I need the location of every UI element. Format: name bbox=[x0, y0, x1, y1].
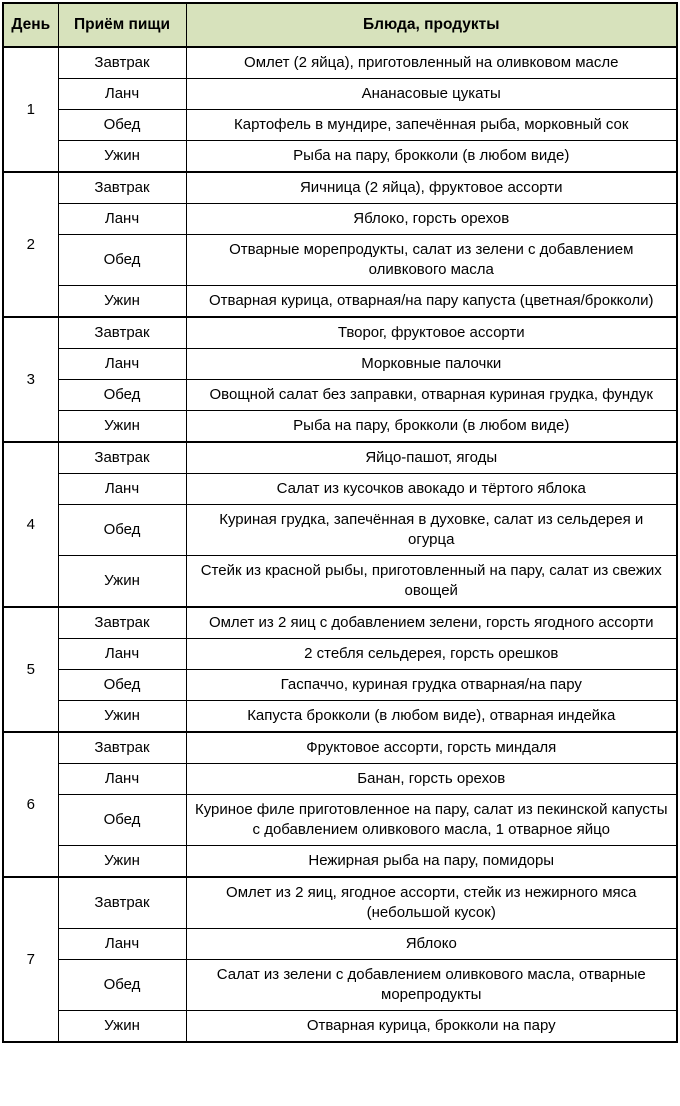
meal-dishes: Омлет из 2 яиц с добавлением зелени, горсть ягодного ассорти bbox=[186, 607, 677, 639]
meal-type: Ланч bbox=[58, 639, 186, 670]
day-group-6 bbox=[3, 732, 677, 877]
day-number: 6 bbox=[3, 732, 58, 877]
table-row bbox=[3, 877, 677, 929]
day-number: 5 bbox=[3, 607, 58, 732]
table-row bbox=[3, 960, 677, 1011]
table-row bbox=[3, 639, 677, 670]
table-row bbox=[3, 79, 677, 110]
meal-type: Обед bbox=[58, 110, 186, 141]
meal-dishes: Отварные морепродукты, салат из зелени с добавлением оливкового масла bbox=[186, 235, 677, 286]
table-row bbox=[3, 204, 677, 235]
table-row bbox=[3, 929, 677, 960]
meal-type: Завтрак bbox=[58, 47, 186, 79]
meal-dishes: Яйцо-пашот, ягоды bbox=[186, 442, 677, 474]
meal-type: Ужин bbox=[58, 411, 186, 443]
table-row bbox=[3, 607, 677, 639]
table-row bbox=[3, 701, 677, 733]
table-row bbox=[3, 505, 677, 556]
day-number: 4 bbox=[3, 442, 58, 607]
meal-type: Ужин bbox=[58, 141, 186, 173]
table-row bbox=[3, 846, 677, 878]
meal-dishes: Морковные палочки bbox=[186, 349, 677, 380]
meal-dishes: Рыба на пару, брокколи (в любом виде) bbox=[186, 411, 677, 443]
meal-dishes: Стейк из красной рыбы, приготовленный на пару, салат из свежих овощей bbox=[186, 556, 677, 608]
meal-type: Завтрак bbox=[58, 172, 186, 204]
table-row bbox=[3, 380, 677, 411]
day-group-1 bbox=[3, 47, 677, 172]
meal-type: Ужин bbox=[58, 286, 186, 318]
table-row bbox=[3, 556, 677, 608]
meal-type: Ужин bbox=[58, 701, 186, 733]
day-group-3 bbox=[3, 317, 677, 442]
day-number: 2 bbox=[3, 172, 58, 317]
meal-type: Ланч bbox=[58, 204, 186, 235]
meal-dishes: Фруктовое ассорти, горсть миндаля bbox=[186, 732, 677, 764]
meal-dishes: Овощной салат без заправки, отварная куриная грудка, фундук bbox=[186, 380, 677, 411]
table-row bbox=[3, 732, 677, 764]
meal-type: Обед bbox=[58, 795, 186, 846]
meal-type: Обед bbox=[58, 235, 186, 286]
col-header-dishes: Блюда, продукты bbox=[186, 3, 677, 47]
col-header-meal: Приём пищи bbox=[58, 3, 186, 47]
day-group-2 bbox=[3, 172, 677, 317]
meal-dishes: Яблоко, горсть орехов bbox=[186, 204, 677, 235]
meal-type: Ужин bbox=[58, 846, 186, 878]
meal-dishes: Творог, фруктовое ассорти bbox=[186, 317, 677, 349]
table-row bbox=[3, 349, 677, 380]
table-row bbox=[3, 172, 677, 204]
table-row bbox=[3, 235, 677, 286]
meal-type: Завтрак bbox=[58, 607, 186, 639]
meal-type: Обед bbox=[58, 505, 186, 556]
weekly-meal-plan-table bbox=[2, 2, 678, 1043]
meal-type: Ланч bbox=[58, 349, 186, 380]
table-header bbox=[3, 3, 677, 47]
meal-dishes: Яблоко bbox=[186, 929, 677, 960]
meal-dishes: Отварная курица, брокколи на пару bbox=[186, 1011, 677, 1043]
day-number: 3 bbox=[3, 317, 58, 442]
table-row bbox=[3, 110, 677, 141]
meal-type: Обед bbox=[58, 960, 186, 1011]
meal-dishes: Куриное филе приготовленное на пару, салат из пекинской капусты с добавлением оливкового масла, 1 отварное яйцо bbox=[186, 795, 677, 846]
meal-type: Ланч bbox=[58, 764, 186, 795]
meal-dishes: Яичница (2 яйца), фруктовое ассорти bbox=[186, 172, 677, 204]
table-row bbox=[3, 1011, 677, 1043]
meal-type: Обед bbox=[58, 380, 186, 411]
table-row bbox=[3, 141, 677, 173]
table-row bbox=[3, 317, 677, 349]
meal-dishes: 2 стебля сельдерея, горсть орешков bbox=[186, 639, 677, 670]
meal-dishes: Куриная грудка, запечённая в духовке, салат из сельдерея и огурца bbox=[186, 505, 677, 556]
meal-type: Ланч bbox=[58, 929, 186, 960]
meal-type: Ланч bbox=[58, 474, 186, 505]
meal-dishes: Ананасовые цукаты bbox=[186, 79, 677, 110]
meal-type: Ужин bbox=[58, 556, 186, 608]
day-group-4 bbox=[3, 442, 677, 607]
meal-dishes: Отварная курица, отварная/на пару капуста (цветная/брокколи) bbox=[186, 286, 677, 318]
table-row bbox=[3, 442, 677, 474]
col-header-day: День bbox=[3, 3, 58, 47]
meal-dishes: Салат из зелени с добавлением оливкового масла, отварные морепродукты bbox=[186, 960, 677, 1011]
meal-dishes: Гаспаччо, куриная грудка отварная/на пару bbox=[186, 670, 677, 701]
table-row bbox=[3, 764, 677, 795]
day-group-7 bbox=[3, 877, 677, 1042]
meal-type: Завтрак bbox=[58, 317, 186, 349]
meal-type: Обед bbox=[58, 670, 186, 701]
meal-type: Завтрак bbox=[58, 442, 186, 474]
table-row bbox=[3, 47, 677, 79]
table-row bbox=[3, 795, 677, 846]
table-row bbox=[3, 411, 677, 443]
day-number: 7 bbox=[3, 877, 58, 1042]
meal-dishes: Салат из кусочков авокадо и тёртого яблока bbox=[186, 474, 677, 505]
meal-type: Завтрак bbox=[58, 877, 186, 929]
day-group-5 bbox=[3, 607, 677, 732]
meal-dishes: Банан, горсть орехов bbox=[186, 764, 677, 795]
meal-dishes: Рыба на пару, брокколи (в любом виде) bbox=[186, 141, 677, 173]
meal-dishes: Картофель в мундире, запечённая рыба, морковный сок bbox=[186, 110, 677, 141]
meal-dishes: Нежирная рыба на пару, помидоры bbox=[186, 846, 677, 878]
table-row bbox=[3, 286, 677, 318]
meal-dishes: Омлет (2 яйца), приготовленный на оливковом масле bbox=[186, 47, 677, 79]
table-row bbox=[3, 670, 677, 701]
meal-type: Ужин bbox=[58, 1011, 186, 1043]
header-row bbox=[3, 3, 677, 47]
meal-dishes: Капуста брокколи (в любом виде), отварная индейка bbox=[186, 701, 677, 733]
meal-dishes: Омлет из 2 яиц, ягодное ассорти, стейк из нежирного мяса (небольшой кусок) bbox=[186, 877, 677, 929]
meal-type: Ланч bbox=[58, 79, 186, 110]
table-row bbox=[3, 474, 677, 505]
meal-type: Завтрак bbox=[58, 732, 186, 764]
day-number: 1 bbox=[3, 47, 58, 172]
